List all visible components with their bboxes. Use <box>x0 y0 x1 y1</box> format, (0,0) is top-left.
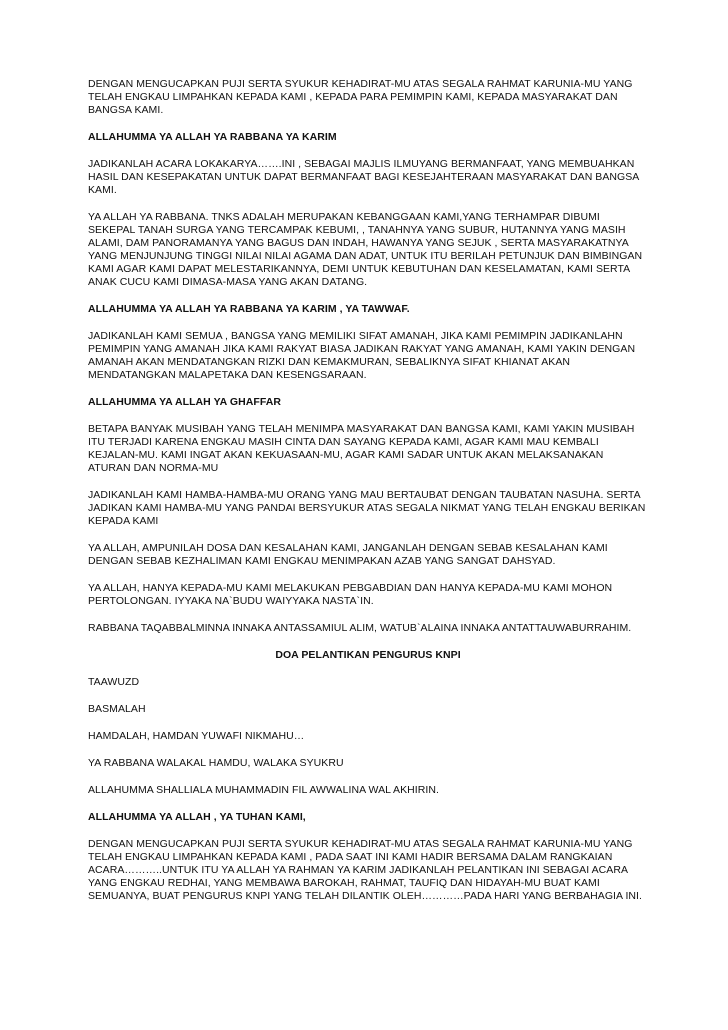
heading-ya-tuhan-kami: ALLAHUMMA YA ALLAH , YA TUHAN KAMI, <box>88 811 306 823</box>
line-shalawat: ALLAHUMMA SHALLIALA MUHAMMADIN FIL AWWALINA WAL AKHIRIN. <box>88 784 439 796</box>
line-hamdalah: HAMDALAH, HAMDAN YUWAFI NIKMAHU… <box>88 730 305 742</box>
heading-ya-tawwaf: ALLAHUMMA YA ALLAH YA RABBANA YA KARIM , YA TAWWAF. <box>88 303 410 315</box>
line-taawuzd: TAAWUZD <box>88 676 140 688</box>
paragraph-opening: DENGAN MENGUCAPKAN PUJI SERTA SYUKUR KEHADIRAT-MU ATAS SEGALA RAHMAT KARUNIA-MU YANG TELAH ENGKAU LIMPAHKAN KEPADA KAMI , KEPADA PARA PEMIMPIN KAMI, KEPADA MASYARAKAT DAN BANGSA KAMI. <box>88 78 633 116</box>
paragraph-pengabdian: YA ALLAH, HANYA KEPADA-MU KAMI MELAKUKAN PEBGABDIAN DAN HANYA KEPADA-MU KAMI MOHON PERTOLONGAN. IYYAKA NA`BUDU WAIYYAKA NASTA`IN. <box>88 582 613 607</box>
paragraph-amanah: JADIKANLAH KAMI SEMUA , BANGSA YANG MEMILIKI SIFAT AMANAH, JIKA KAMI PEMIMPIN JADIKANLAHN PEMIMPIN YANG AMANAH JIKA KAMI RAKYAT BIASA JADIKAN RAKYAT YANG AMANAH, KAMI YAKIN DENGAN AMANAH AKAN MENDATANGKAN RIZKI DAN KEMAKMURAN, SEBALIKNYA SIFAT KHIANAT AKAN MENDATANGKAN MALAPETAKA DAN KESENGSARAAN. <box>88 330 636 381</box>
line-basmalah: BASMALAH <box>88 703 146 715</box>
paragraph-rabbana: RABBANA TAQABBALMINNA INNAKA ANTASSAMIUL ALIM, WATUB`ALAINA INNAKA ANTATTAUWABURRAHIM. <box>88 622 632 634</box>
section-title: DOA PELANTIKAN PENGURUS KNPI <box>275 649 461 661</box>
heading-ya-ghaffar: ALLAHUMMA YA ALLAH YA GHAFFAR <box>88 396 281 408</box>
paragraph-lokakarya: JADIKANLAH ACARA LOKAKARYA…….INI , SEBAGAI MAJLIS ILMUYANG BERMANFAAT, YANG MEMBUAHKAN HASIL DAN KESEPAKATAN UNTUK DAPAT BERMANFAAT BAGI KESEJAHTERAAN MASYARAKAT DAN BANGSA KAMI. <box>88 158 639 196</box>
paragraph-musibah: BETAPA BANYAK MUSIBAH YANG TELAH MENIMPA MASYARAKAT DAN BANGSA KAMI, KAMI YAKIN MUSIBAH ITU TERJADI KARENA ENGKAU MASIH CINTA DAN SAYANG KEPADA KAMI, AGAR KAMI MAU KEMBALI KEJALAN-MU. KAMI INGAT AKAN KEKUASAAN-MU, AGAR KAMI SADAR UNTUK AKAN MELAKSANAKAN ATURAN DAN NORMA-MU <box>88 423 635 474</box>
paragraph-pelantikan: DENGAN MENGUCAPKAN PUJI SERTA SYUKUR KEHADIRAT-MU ATAS SEGALA RAHMAT KARUNIA-MU YANG TELAH ENGKAU LIMPAHKAN KEPADA KAMI , PADA SAAT INI KAMI HADIR BERSAMA DALAM RANGKAIAN ACARA………..UNTUK ITU YA ALLAH YA RAHMAN YA KARIM JADIKANLAH PELANTIKAN INI SEBAGAI ACARA YANG ENGKAU REDHAI, YANG MEMBAWA BAROKAH, RAHMAT, TAUFIQ DAN HIDAYAH-MU BUAT KAMI SEMUANYA, BUAT PENGURUS KNPI YANG TELAH DILANTIK OLEH…………PADA HARI YANG BERBAHAGIA INI. <box>88 838 642 902</box>
paragraph-ampunilah: YA ALLAH, AMPUNILAH DOSA DAN KESALAHAN KAMI, JANGANLAH DENGAN SEBAB KESALAHAN KAMI DENGAN SEBAB KEZHALIMAN KAMI ENGKAU MENIMPAKAN AZAB YANG SANGAT DAHSYAD. <box>88 542 608 567</box>
heading-ya-karim: ALLAHUMMA YA ALLAH YA RABBANA YA KARIM <box>88 131 337 143</box>
line-walakal-hamdu: YA RABBANA WALAKAL HAMDU, WALAKA SYUKRU <box>88 757 344 769</box>
document-page <box>88 78 648 917</box>
paragraph-taubat: JADIKANLAH KAMI HAMBA-HAMBA-MU ORANG YANG MAU BERTAUBAT DENGAN TAUBATAN NASUHA. SERTA JADIKAN KAMI HAMBA-MU YANG PANDAI BERSYUKUR ATAS SEGALA NIKMAT YANG TELAH ENGKAU BERIKAN KEPADA KAMI <box>88 489 646 527</box>
paragraph-tnks: YA ALLAH YA RABBANA. TNKS ADALAH MERUPAKAN KEBANGGAAN KAMI,YANG TERHAMPAR DIBUMI SEKEPAL TANAH SURGA YANG TERCAMPAK KEBUMI, , TANAHNYA YANG SUBUR, HUTANNYA YANG MASIH ALAMI, DAM PANORAMANYA YANG BAGUS DAN INDAH, HAWANYA YANG SEJUK , SERTA MASYARAKATNYA YANG MENJUNJUNG TINGGI NILAI NILAI AGAMA DAN ADAT, UNTUK ITU BERILAH PETUNJUK DAN BIMBINGAN KAMI AGAR KAMI DAPAT MELESTARIKANNYA, DEMI UNTUK KEBUTUHAN DAN KESELAMATAN, KAMI SERTA ANAK CUCU KAMI DIMASA-MASA YANG AKAN DATANG. <box>88 211 643 288</box>
